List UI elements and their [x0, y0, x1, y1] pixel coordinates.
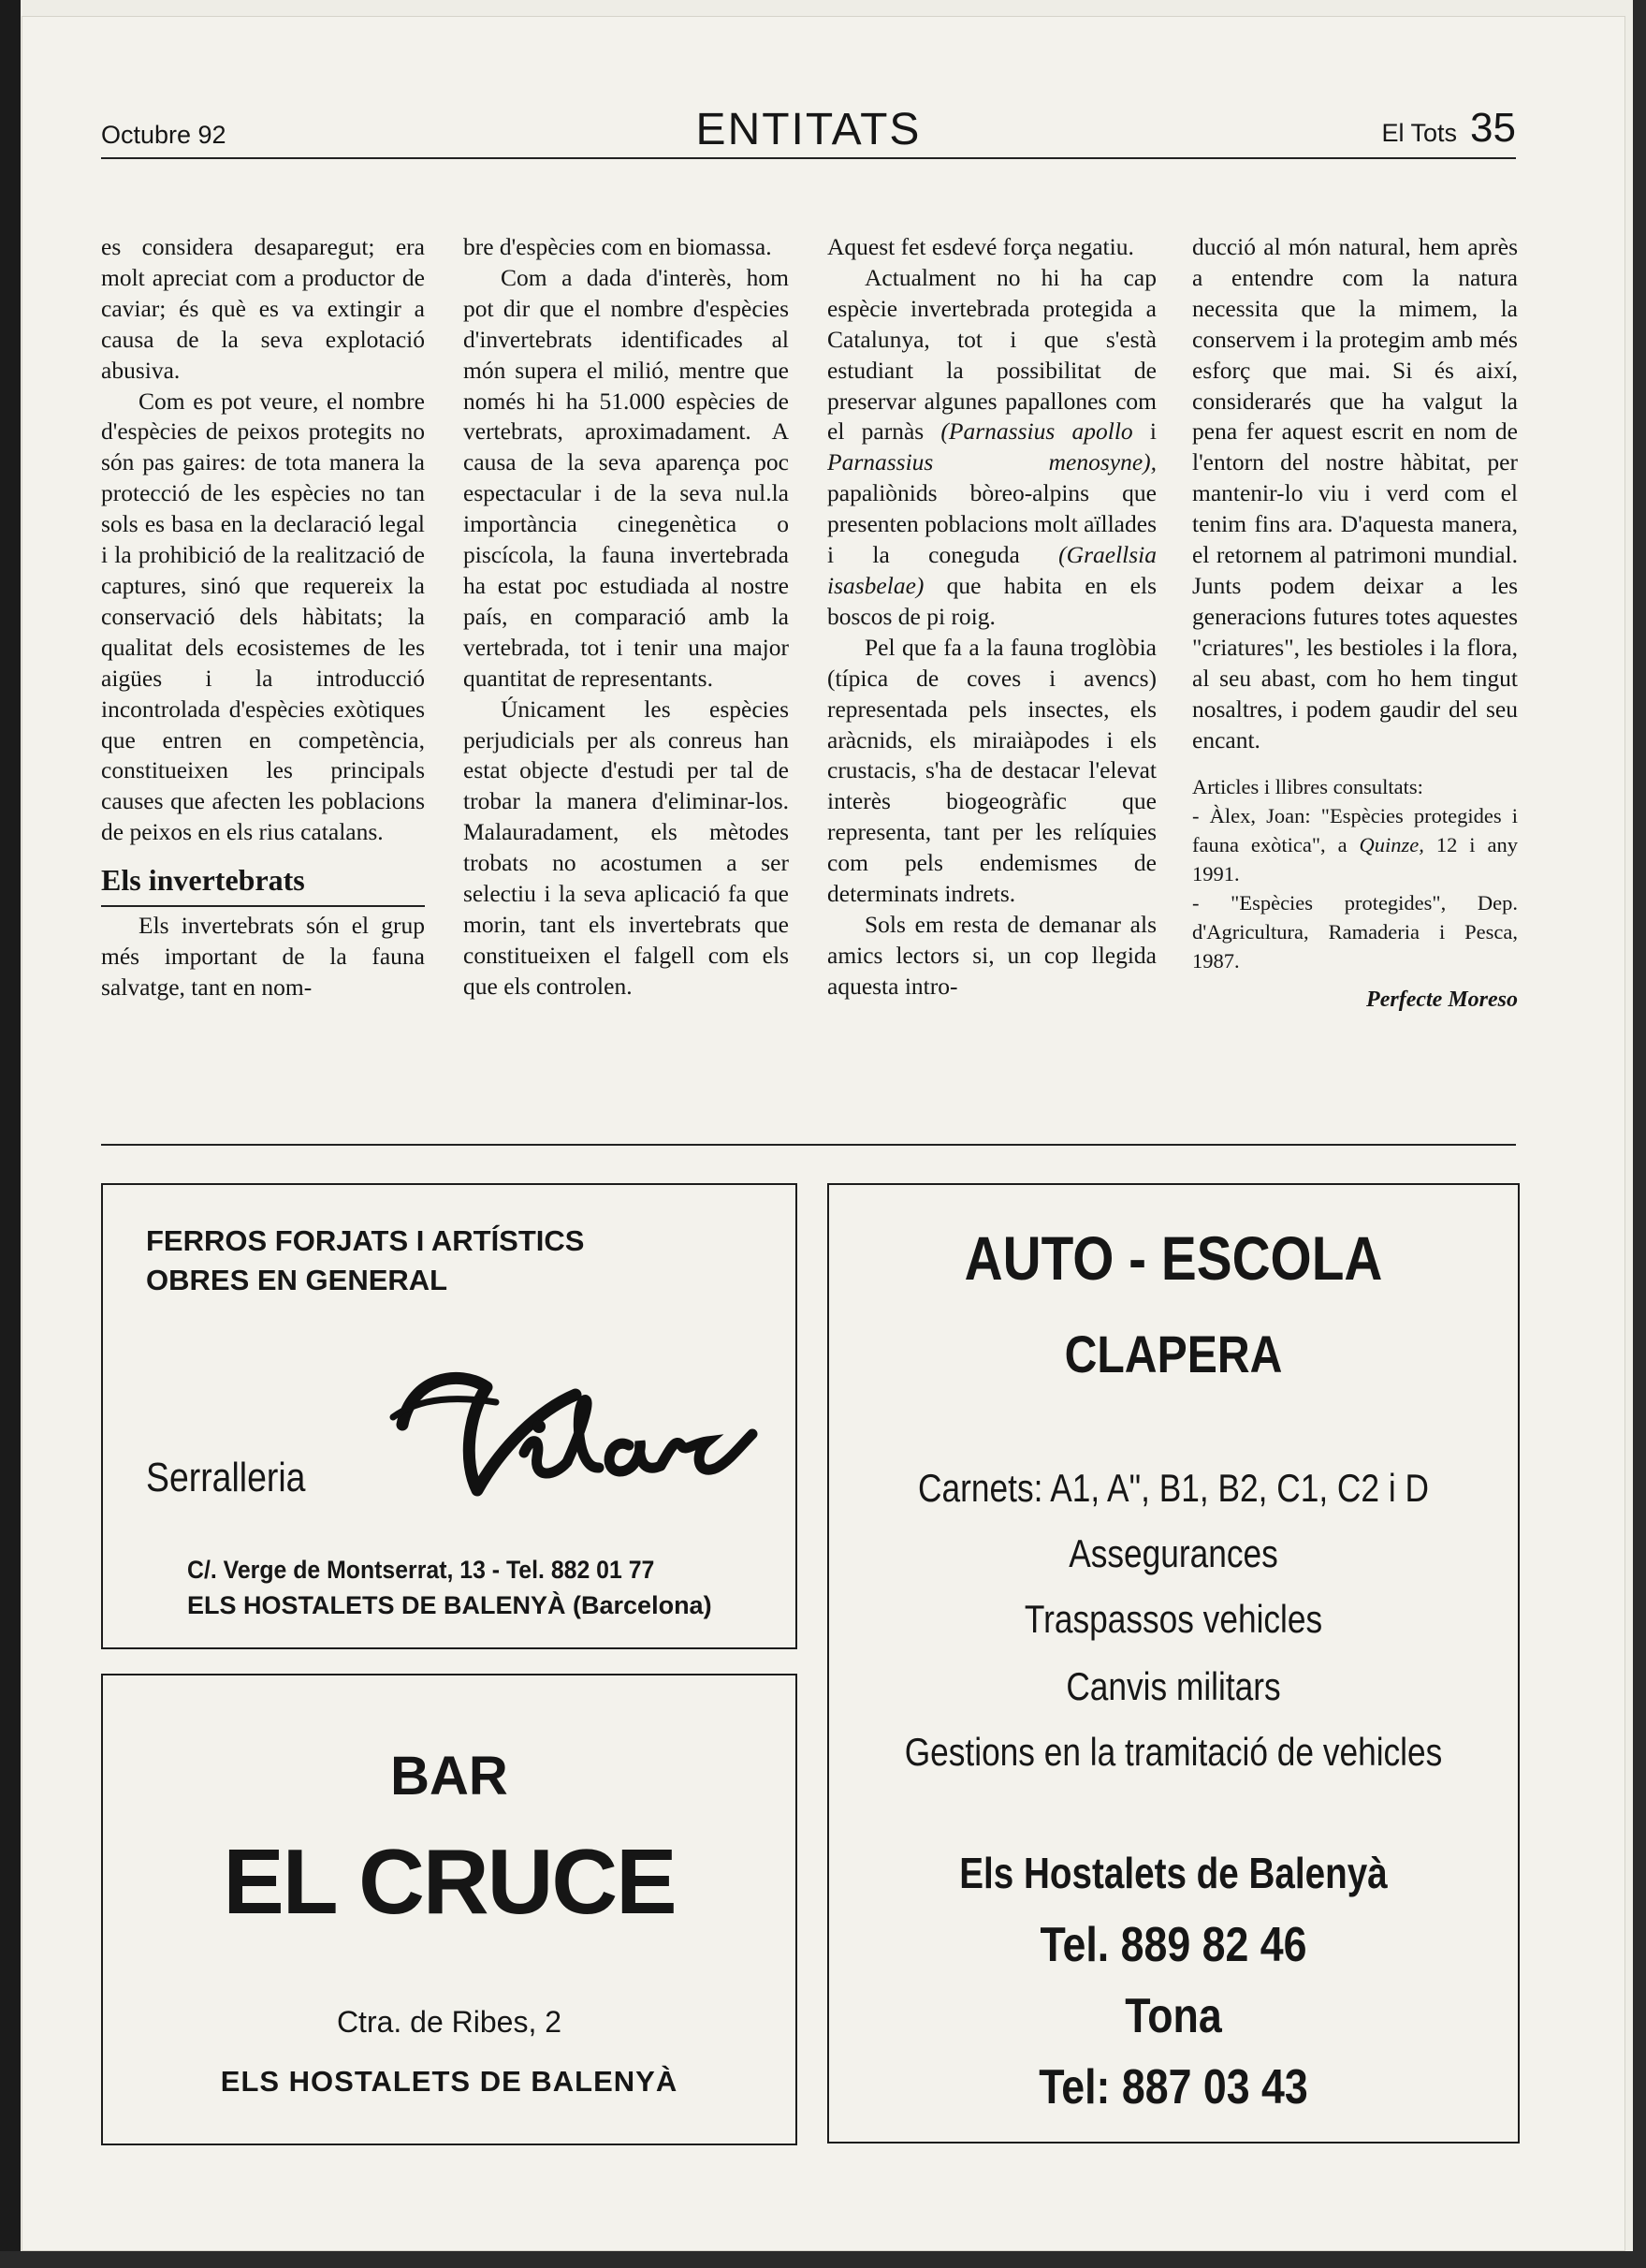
- paragraph: [827, 263, 1157, 633]
- ad-service-item: Gestions en la tramitació de vehicles: [904, 1730, 1443, 1774]
- paragraph: bre d'espècies com en biomassa.: [463, 233, 772, 260]
- text-run: que habita en els boscos de pi roig.: [827, 571, 1157, 630]
- paragraph: Els invertebrats són el grup més important de la fauna salvatge, tant en nom-: [101, 912, 425, 1001]
- species-name: (Graellsia isasbelae): [827, 541, 1157, 599]
- ad-service-item: Canvis militars: [1066, 1664, 1281, 1708]
- ad-service-item: Carnets: A1, A", B1, B2, C1, C2 i D: [918, 1466, 1429, 1510]
- ad-address: Ctra. de Ribes, 2: [336, 2005, 562, 2039]
- page-number: 35: [1470, 105, 1516, 151]
- ad-town: Tona: [1125, 1989, 1222, 2043]
- reference-item: - "Espècies protegides", Dep. d'Agricultura, Ramaderia i Pesca, 1987.: [1192, 891, 1518, 973]
- section-heading: Els invertebrats: [101, 865, 425, 907]
- ad-tagline: FERROS FORJATS I ARTÍSTICS: [146, 1224, 585, 1257]
- ad-kind: BAR: [390, 1746, 508, 1807]
- header-rule: [101, 157, 1516, 159]
- text-run: i: [1132, 417, 1157, 446]
- ad-business-name: CLAPERA: [1064, 1324, 1283, 1383]
- right-page-edge: [1633, 0, 1646, 2268]
- reference-item: [1192, 801, 1518, 888]
- publication-name: El Tots: [1381, 119, 1458, 147]
- references-title: Articles i llibres consultats:: [1192, 775, 1423, 799]
- ad-phone: Tel: 887 03 43: [1039, 2060, 1308, 2114]
- article-column-1: [101, 232, 425, 1003]
- article-column-4: [1192, 232, 1518, 1016]
- text-run: papaliònids bòreo-alpins que presenten poblacions molt aïllades i la coneguda: [827, 479, 1157, 569]
- ad-town: Els Hostalets de Balenyà: [959, 1849, 1388, 1897]
- ad-auto-escola-clapera: [827, 1183, 1520, 2144]
- binding-edge: [0, 0, 21, 2268]
- paragraph: es considera desaparegut; era molt apreciat com a productor de caviar; és què es va extingir a causa de la seva explotació abusiva.: [101, 233, 425, 384]
- ad-town: ELS HOSTALETS DE BALENYÀ: [220, 2065, 678, 2098]
- paragraph: Sols em resta de demanar als amics lectors si, un cop llegida aquesta intro-: [827, 910, 1157, 1000]
- paragraph: Com a dada d'interès, hom pot dir que el nombre d'espècies d'invertebrats identificades al món supera el milió, mentre que només hi ha 51.000 espècies de vertebrats, aproximadament. A causa de la seva aparença poc espectacular i de la seva nul.la importància cinegenètica o piscícola, la fauna invertebrada ha estat poc estudiada al nostre país, en comparació amb la vertebrada, tot i tenir una major quantitat de representants.: [463, 263, 789, 692]
- vilar-script-logo: [384, 1359, 758, 1509]
- ad-serralleria-vilar: [101, 1183, 797, 1649]
- paragraph: ducció al món natural, hem après a entendre com la natura necessita que la mimem, la conservem i la protegim amb més esforç que mai. Si és així, considerarés que ha valgut la pena fer aquest escrit en nom de l'entorn del nostre hàbitat, per mantenir-lo viu i verd com el tenim fins ara. D'aquesta manera, el retornem al patrimoni mundial. Junts podem deixar a les generacions futures totes aquestes "criatures", les bestioles i la flora, al seu abast, com ho hem tingut nosaltres, i podem gaudir del seu encant.: [1192, 233, 1518, 754]
- article-column-3: [827, 232, 1157, 1002]
- journal-name: Quinze,: [1359, 833, 1424, 857]
- paragraph: Aquest fet esdevé força negatiu.: [827, 233, 1134, 260]
- page-header: [101, 101, 1516, 157]
- article-end-rule: [101, 1144, 1516, 1146]
- section-title: ENTITATS: [695, 105, 922, 154]
- species-name: Parnassius menosyne),: [827, 448, 1157, 476]
- issue-date: Octubre 92: [101, 121, 226, 149]
- ad-bar-el-cruce: [101, 1674, 797, 2145]
- paragraph: Pel que fa a la fauna troglòbia (típica de coves i avencs) representada pels insectes, els aràcnids, els miraiàpodes i els crustacis, s'ha de destacar l'elevat interès biogeogràfic que representa, tant per les relíquies com pels endemismes de determinats indrets.: [827, 633, 1157, 908]
- bottom-page-edge: [0, 2251, 1646, 2268]
- ad-phone: Tel. 889 82 46: [1040, 1918, 1307, 1972]
- text-run: - Àlex, Joan: "Espècies protegides i fauna exòtica", a: [1192, 804, 1518, 857]
- references: [1192, 772, 1518, 975]
- paragraph: Únicament les espècies perjudicials per als conreus han estat objecte d'estudi per tal de trobar la manera d'eliminar-los. Malauradament, els mètodes trobats no acostumen a ser selectiu i la seva aplicació fa que morin, tant els invertebrats que constitueixen el falgell com els que els controlen.: [463, 695, 789, 1000]
- species-name: (Parnassius apollo: [940, 417, 1133, 446]
- ad-trade: Serralleria: [146, 1455, 306, 1500]
- ad-business-name: EL CRUCE: [223, 1830, 676, 1933]
- ad-town: ELS HOSTALETS DE BALENYÀ (Barcelona): [187, 1591, 712, 1619]
- ad-service-item: Traspassos vehicles: [1024, 1597, 1323, 1641]
- author-signature: Perfecte Moreso: [1366, 988, 1518, 1013]
- publication-and-page: [1382, 105, 1517, 152]
- paragraph: Com es pot veure, el nombre d'espècies de peixos protegits no són pas gaires: de tota manera la protecció de les espècies no tan sols es basa en la declaració legal i la prohibició de la realització de captures, sinó que requereix la conservació dels hàbitats; la qualitat dels ecosistemes de les aigües i la introducció incontrolada d'espècies exòtiques que entren en competència, constitueixen les principals causes que afecten les poblacions de peixos en els rius catalans.: [101, 387, 425, 846]
- ad-tagline: OBRES EN GENERAL: [146, 1264, 448, 1296]
- article-column-2: [463, 232, 789, 1002]
- text-run: Actualment no hi ha cap espècie invertebrada protegida a Catalunya, tot i que s'està estudiant la possibilitat de preservar algunes papallones com el parnàs: [827, 263, 1157, 446]
- ad-service-item: Assegurances: [1069, 1531, 1278, 1575]
- text-run: 12 i any 1991.: [1192, 833, 1518, 886]
- ad-address: C/. Verge de Montserrat, 13 - Tel. 882 01 77: [187, 1556, 655, 1584]
- ad-title: AUTO - ESCOLA: [964, 1223, 1383, 1293]
